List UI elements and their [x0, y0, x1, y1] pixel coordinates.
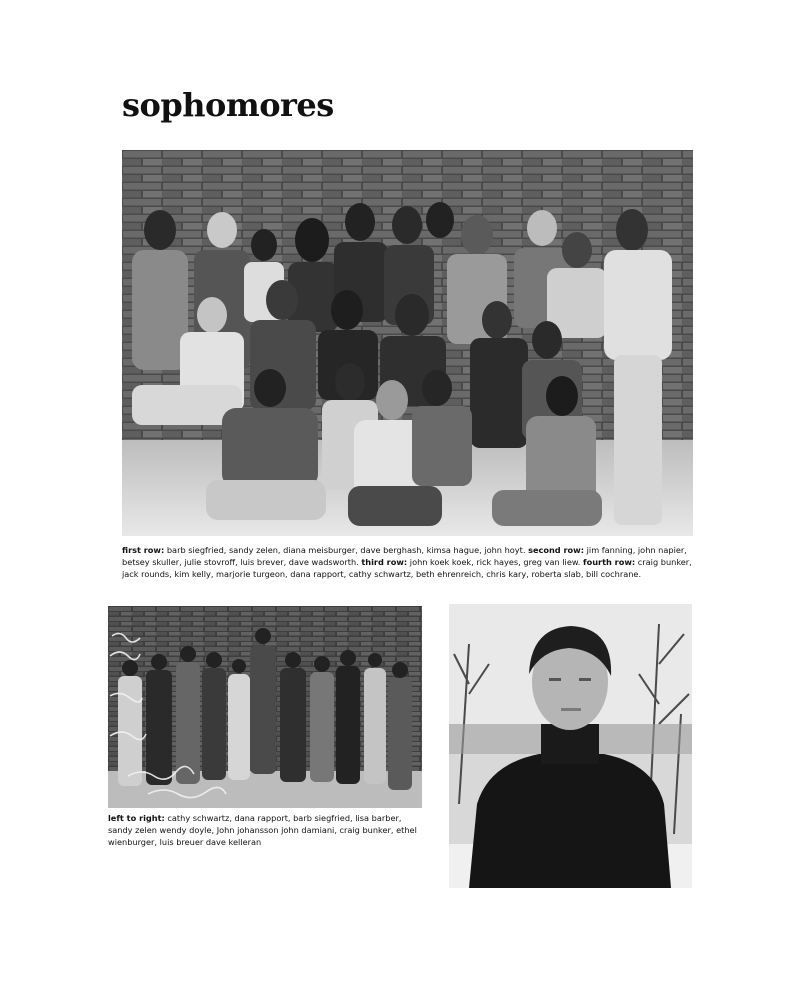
third-row-label: third row: — [361, 557, 408, 567]
first-row-names: barb siegfried, sandy zelen, diana meisburger, dave berghash, kimsa hague, john hoyt. — [166, 545, 526, 555]
main-class-photo — [122, 150, 693, 536]
fourth-row-label: fourth row: — [583, 557, 636, 567]
fourth-row-names: craig bunker, jack rounds, kim kelly, marjorie turgeon, dana rapport, cathy schwartz, beth ehrenreich, chris kary, roberta slab, bill cochrane. — [122, 557, 692, 579]
group-caption-names: cathy schwartz, dana rapport, barb siegfried, lisa barber, sandy zelen wendy doyle, John johansson john damiani, craig bunker, ethel wienburger, luis breuer dave kelleran — [108, 813, 417, 847]
student-portrait-photo — [449, 604, 692, 888]
second-row-label: second row: — [528, 545, 585, 555]
first-row-label: first row: — [122, 545, 165, 555]
page-title: sophomores — [122, 86, 334, 124]
group-photo-caption — [108, 812, 428, 848]
group-standing-photo — [108, 606, 422, 808]
group-caption-label: left to right: — [108, 813, 165, 823]
second-row-names: jim fanning, john napier, betsey skuller, julie stovroff, luis brever, dave wadsworth. — [122, 545, 687, 567]
third-row-names: john koek koek, rick hayes, greg van liew. — [409, 557, 581, 567]
main-photo-caption — [122, 544, 694, 580]
